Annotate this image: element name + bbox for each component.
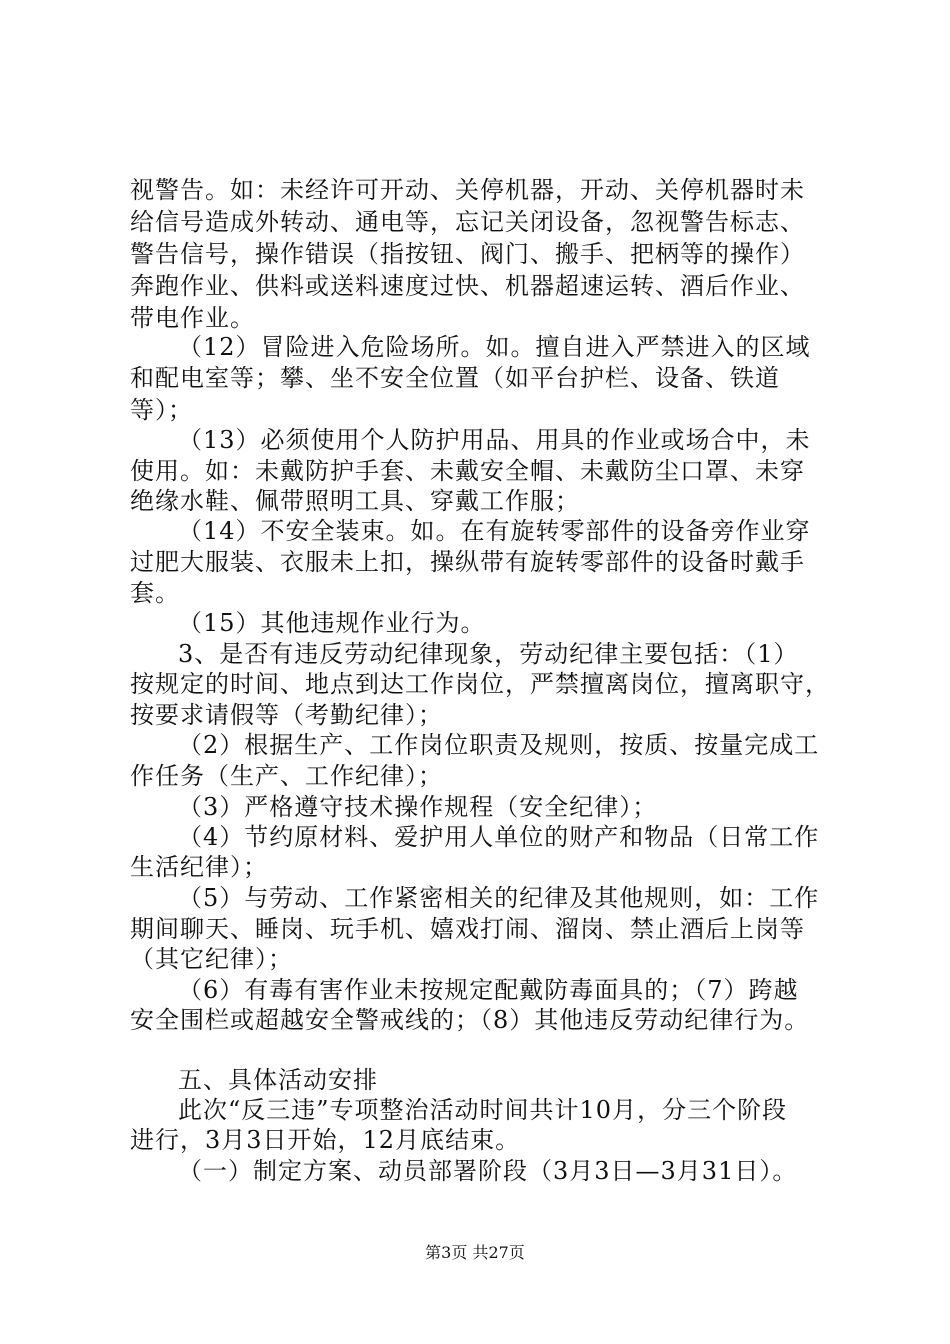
text-line-27: （6）有毒有害作业未按规定配戴防毒面具的；（7）跨越: [178, 976, 799, 1004]
text-line-24: （5）与劳动、工作紧密相关的纪律及其他规则，如：工作: [178, 884, 820, 912]
text-line-4: 奔跑作业、供料或送料速度过快、机器超速运转、酒后作业、: [130, 272, 805, 300]
text-line-2: 给信号造成外转动、通电等，忘记关闭设备，忽视警告标志、: [130, 208, 805, 236]
text-line-11: 绝缘水鞋、佩带照明工具、穿戴工作服；: [130, 487, 580, 515]
text-line-25: 期间聊天、睡岗、玩手机、嬉戏打闹、溜岗、禁止酒后上岗等: [130, 915, 805, 943]
text-line-7: 和配电室等；攀、坐不安全位置（如平台护栏、设备、铁道: [130, 364, 780, 392]
text-line-16: 3、是否有违反劳动纪律现象，劳动纪律主要包括：（1）: [178, 640, 799, 668]
text-line-20: 作任务（生产、工作纪律）；: [130, 762, 443, 790]
text-line-28: 安全围栏或超越安全警戒线的；（8）其他违反劳动纪律行为。: [130, 1006, 810, 1034]
text-line-32: （一）制定方案、动员部署阶段（3月3日—3月31日）。: [178, 1157, 798, 1185]
text-line-30: 此次“反三违”专项整治活动时间共计10月，分三个阶段: [178, 1096, 788, 1124]
text-line-31: 进行，3月3日开始，12月底结束。: [130, 1126, 521, 1154]
text-line-18: 按要求请假等（考勤纪律）；: [130, 701, 443, 729]
section-heading: 五、具体活动安排: [178, 1066, 378, 1094]
text-line-26: （其它纪律）；: [130, 945, 293, 973]
text-line-6: （12）冒险进入危险场所。如。擅自进入严禁进入的区域: [178, 333, 811, 361]
text-line-13: 过肥大服装、衣服未上扣，操纵带有旋转零部件的设备时戴手: [130, 548, 805, 576]
text-line-15: （15）其他违规作业行为。: [178, 609, 486, 637]
text-line-3: 警告信号，操作错误（指按钮、阀门、搬手、把柄等的操作）: [130, 240, 805, 268]
text-line-23: 生活纪律）；: [130, 853, 268, 881]
text-line-9: （13）必须使用个人防护用品、用具的作业或场合中，未: [178, 426, 811, 454]
text-line-17: 按规定的时间、地点到达工作岗位，严禁擅离岗位，擅离职守，: [130, 670, 830, 698]
text-line-21: （3）严格遵守技术操作规程（安全纪律）；: [178, 793, 658, 821]
text-line-22: （4）节约原材料、爱护用人单位的财产和物品（日常工作: [178, 823, 820, 851]
text-line-8: 等）；: [130, 396, 193, 424]
text-line-14: 套。: [130, 579, 180, 607]
text-line-1: 视警告。如：未经许可开动、关停机器，开动、关停机器时未: [130, 176, 805, 204]
text-line-10: 使用。如：未戴防护手套、未戴安全帽、未戴防尘口罩、未穿: [130, 457, 805, 485]
page-footer: 第3页 共27页: [425, 1243, 525, 1262]
text-line-12: （14）不安全装束。如。在有旋转零部件的设备旁作业穿: [178, 517, 811, 545]
text-line-19: （2）根据生产、工作岗位职责及规则，按质、按量完成工: [178, 731, 820, 759]
text-line-5: 带电作业。: [130, 304, 255, 332]
